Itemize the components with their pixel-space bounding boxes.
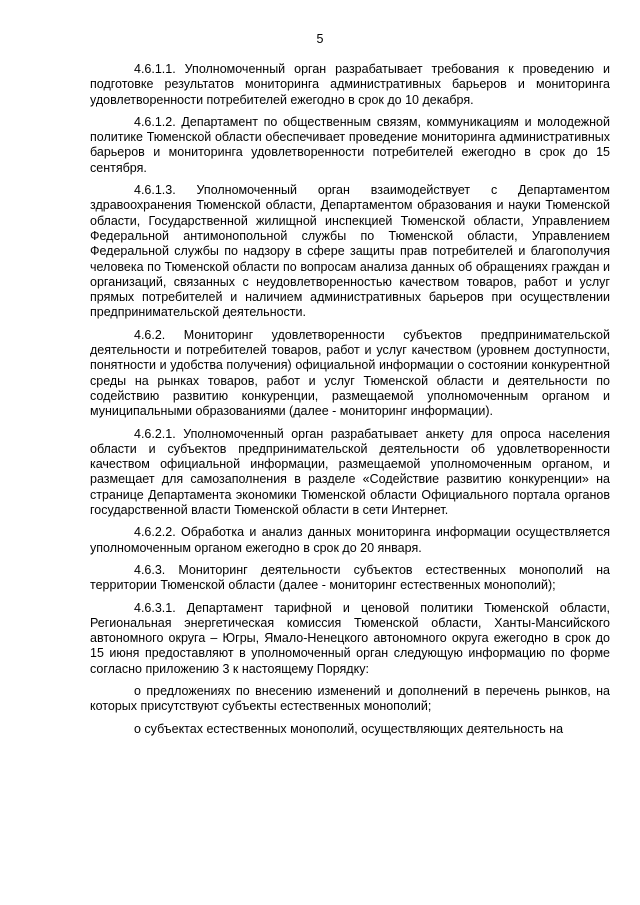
paragraph-4-6-2: 4.6.2. Мониторинг удовлетворенности субъектов предпринимательской деятельности и потребителей товаров, работ и услуг качеством (уровнем доступности, понятности и удобства получения) официальной информации о состоянии конкурентной среды на рынках товаров, работ и услуг Тюменской области и деятельности по содействию развитию конкуренции, размещаемой уполномоченным органом и муниципальными образованиями (далее - мониторинг информации).	[90, 327, 610, 419]
page-number: 5	[316, 32, 324, 46]
paragraph-list-item-markets: о предложениях по внесению изменений и дополнений в перечень рынков, на которых присутствуют субъекты естественных монополий;	[90, 683, 610, 714]
paragraph-list-item-monopolies: о субъектах естественных монополий, осуществляющих деятельность на	[134, 721, 564, 736]
document-body	[90, 62, 610, 744]
paragraph-4-6-2-2: 4.6.2.2. Обработка и анализ данных мониторинга информации осуществляется уполномоченным органом ежегодно в срок до 20 января.	[90, 525, 610, 555]
paragraph-4-6-2-1: 4.6.2.1. Уполномоченный орган разрабатывает анкету для опроса населения области и субъектов предпринимательской деятельности об удовлетворенности качеством официальной информации, размещаемой уполномоченным органом, и размещает для самозаполнения в разделе «Содействие развитию конкуренции» на странице Департамента экономики Тюменской области Официального портала органов государственной власти Тюменской области в сети Интернет.	[90, 426, 610, 518]
paragraph-4-6-1-2: 4.6.1.2. Департамент по общественным связям, коммуникациям и молодежной политике Тюменской области обеспечивает проведение мониторинга административных барьеров и мониторинга удовлетворенности потребителей ежегодно в срок до 15 сентября.	[90, 114, 610, 175]
paragraph-4-6-3-1: 4.6.3.1. Департамент тарифной и ценовой политики Тюменской области, Региональная энергетическая комиссия Тюменской области, Ханты-Мансийского автономного округа – Югры, Ямало-Ненецкого автономного округа ежегодно в срок до 15 июня предоставляют в уполномоченный орган следующую информацию по форме согласно приложению 3 к настоящему Порядку:	[90, 600, 610, 676]
paragraph-4-6-1-1: 4.6.1.1. Уполномоченный орган разрабатывает требования к проведению и подготовке результатов мониторинга административных барьеров и мониторинга удовлетворенности потребителей ежегодно в срок до 10 декабря.	[90, 62, 610, 107]
paragraph-4-6-1-3: 4.6.1.3. Уполномоченный орган взаимодействует с Департаментом здравоохранения Тюменской области, Департаментом образования и науки Тюменской области, Государственной жилищной инспекцией Тюменской области, Управлением Федеральной антимонопольной службы по Тюменской области, Управлением Федеральной службы по надзору в сфере защиты прав потребителей и благополучия человека по Тюменской области по вопросам анализа данных об обращениях граждан и организаций, связанных с неудовлетворенностью качеством товаров, работ и услуг прямых потребителей и наличием административных барьеров при осуществлении предпринимательской деятельности.	[90, 183, 610, 320]
paragraph-4-6-3: 4.6.3. Мониторинг деятельности субъектов естественных монополий на территории Тюменской области (далее - мониторинг естественных монополий);	[90, 562, 610, 593]
